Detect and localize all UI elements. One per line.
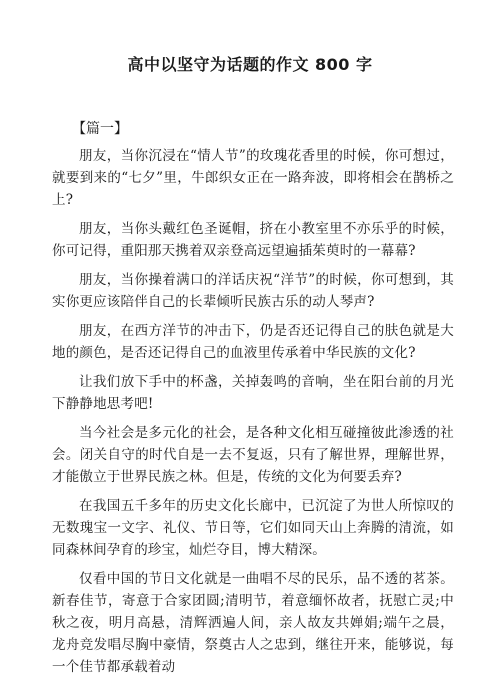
paragraph: 朋友，当你头戴红色圣诞帽，挤在小教室里不亦乐乎的时候，你可记得，重阳那天携着双亲登高远望遍插茱萸时的一幕幕?	[52, 221, 454, 259]
document-title: 高中以坚守为话题的作文 800 字	[127, 55, 373, 74]
paragraph: 朋友，在西方洋节的冲击下，仍是否还记得自己的肤色就是大地的颜色，是否还记得自己的血液里传承着中华民族的文化?	[52, 323, 454, 361]
paragraph: 仅看中国的节日文化就是一曲唱不尽的民乐，品不透的茗茶。新春佳节，寄意于合家团圆;清明节，着意缅怀故者，抚慰亡灵;中秋之夜，明月高悬，清辉洒遍人间，亲人故友共婵娟;端午之晨，龙舟竞发唱尽胸中豪情，祭奠古人之忠到，继往开来，能够说，每一个佳节都承载着动	[52, 571, 454, 675]
paragraph: 朋友，当你沉浸在“情人节”的玫瑰花香里的时候，你可想过，就要到来的“七夕”里，牛郎织女正在一路奔波，即将相会在鹊桥之上?	[52, 148, 454, 208]
paragraph: 朋友，当你操着满口的洋话庆祝“洋节”的时候，你可想到，其实你更应该陪伴自己的长辈倾听民族古乐的动人琴声?	[52, 272, 454, 310]
paragraph: 让我们放下手中的杯盏，关掉轰鸣的音响，坐在阳台前的月光下静静地思考吧!	[52, 374, 454, 412]
section-label: 【篇一】	[72, 121, 128, 137]
paragraph: 当今社会是多元化的社会，是各种文化相互碰撞彼此渗透的社会。闭关自守的时代自是一去不复返，只有了解世界，理解世界，才能傲立于世界民族之林。但是，传统的文化为何要丢弃?	[52, 425, 454, 485]
document-body	[52, 145, 454, 685]
paragraph: 在我国五千多年的历史文化长廊中，已沉淀了为世人所惊叹的无数瑰宝一文字、礼仪、节日等，它们如同天山上奔腾的清流，如同森林间孕育的珍宝，灿烂夺目，博大精深。	[52, 498, 454, 558]
